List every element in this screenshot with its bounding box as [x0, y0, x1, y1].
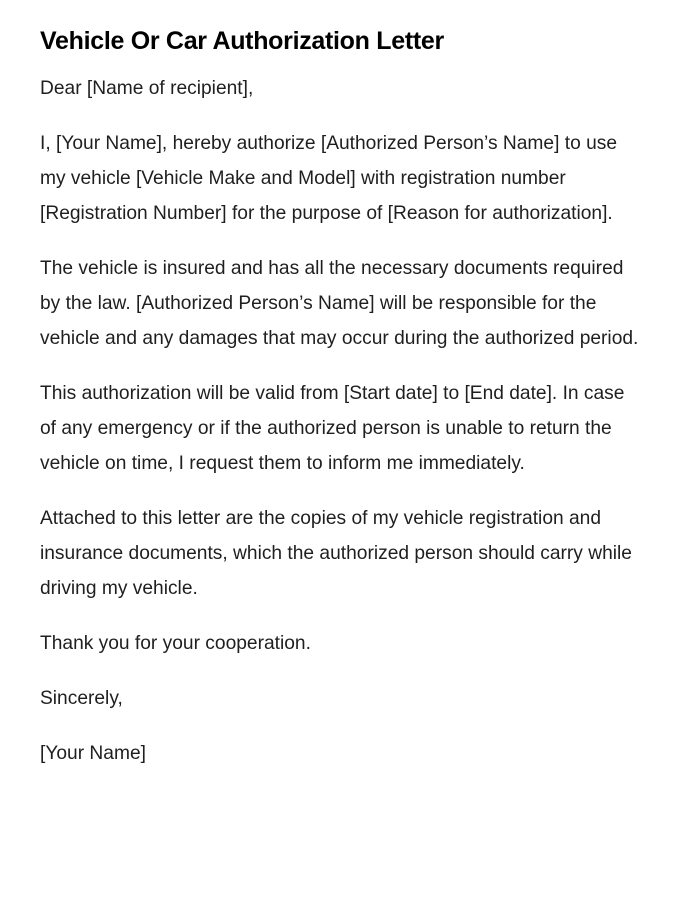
document-title: Vehicle Or Car Authorization Letter	[40, 27, 444, 55]
thanks-line: Thank you for your cooperation.	[40, 633, 311, 654]
signature-line: [Your Name]	[40, 743, 146, 764]
paragraph-attachments: Attached to this letter are the copies of my vehicle registration and insurance documents, which the authorized person should carry while driving my vehicle.	[40, 508, 632, 599]
paragraph-validity: This authorization will be valid from [Start date] to [End date]. In case of any emergency or if the authorized person is unable to return the vehicle on time, I request them to inform me immediately.	[40, 383, 625, 474]
paragraph-insurance: The vehicle is insured and has all the necessary documents required by the law. [Authorized Person’s Name] will be responsible for the vehicle and any damages that may occur during the authorized period.	[40, 258, 639, 349]
paragraph-authorization: I, [Your Name], hereby authorize [Authorized Person’s Name] to use my vehicle [Vehicle Make and Model] with registration number [Registration Number] for the purpose of [Reason for authorization].	[40, 133, 618, 224]
closing-line: Sincerely,	[40, 688, 123, 709]
salutation: Dear [Name of recipient],	[40, 78, 254, 99]
